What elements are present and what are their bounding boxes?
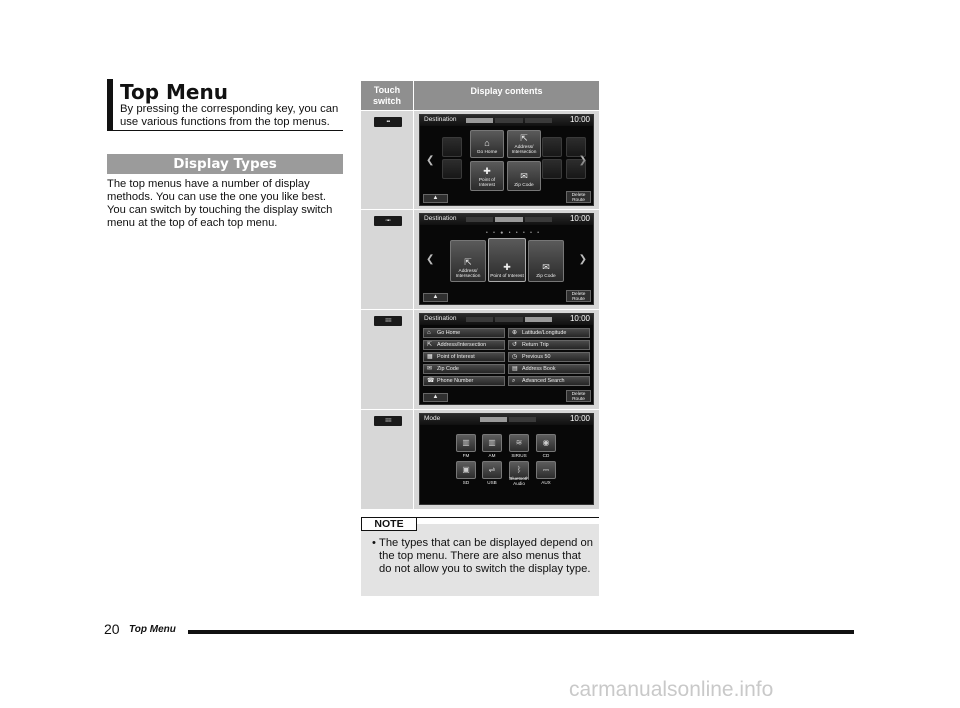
grid-icon: ▪▪ <box>386 119 390 125</box>
list-switch-button[interactable] <box>374 416 402 426</box>
triangle-up-icon: ▲ <box>432 195 439 201</box>
menu-tile-faded <box>442 159 462 179</box>
usb-icon: ⇌ <box>488 465 496 474</box>
address-icon: ⇱ <box>464 257 472 267</box>
envelope-icon: ✉ <box>520 171 528 181</box>
menu-tile-faded <box>442 137 462 157</box>
up-arrow-button[interactable] <box>423 293 448 302</box>
screen-title: Destination <box>424 116 457 123</box>
note-text-block <box>368 537 594 576</box>
page-title: Top Menu <box>120 80 228 104</box>
usb-button[interactable] <box>482 461 502 479</box>
house-icon: ⌂ <box>484 138 490 148</box>
page-dots: • • ● • • • • • <box>486 230 541 236</box>
poi-icon: ▦ <box>427 354 433 360</box>
chevron-right-icon[interactable]: ❯ <box>578 254 587 265</box>
screen-clock: 10:00 <box>569 414 590 423</box>
table-divider <box>361 209 599 210</box>
house-icon: ⌂ <box>427 330 431 336</box>
cd-button[interactable] <box>536 434 556 452</box>
list-icon: ≡≡ <box>384 418 391 424</box>
menu-tile-faded <box>566 137 586 157</box>
watermark: carmanualsonline.info <box>569 678 774 701</box>
envelope-icon: ✉ <box>427 366 433 372</box>
screen-list-view <box>419 313 594 405</box>
disc-icon: ◉ <box>542 438 550 447</box>
note-label: NOTE <box>361 517 417 531</box>
screen-carousel-view <box>419 213 594 305</box>
delete-route-button[interactable]: Delete Route <box>566 390 591 402</box>
column-header-contents: Display contents <box>414 81 599 110</box>
am-button[interactable] <box>482 434 502 452</box>
subsection-body: The top menus have a number of display methods. You can use the one you like best. You can switch by touching the display switch menu at the top of each top menu. <box>107 178 333 229</box>
display-switch-tabs[interactable] <box>466 217 552 222</box>
aux-plug-icon: ⎓ <box>542 465 550 474</box>
address-icon: ⇱ <box>427 342 433 348</box>
intro-text: By pressing the corresponding key, you can use various functions from the top menus. <box>120 103 339 128</box>
screen-clock: 10:00 <box>569 115 590 124</box>
aux-button[interactable] <box>536 461 556 479</box>
screen-clock: 10:00 <box>569 214 590 223</box>
display-switch-tabs[interactable] <box>480 417 536 422</box>
list-item-go-home[interactable]: ⌂ Go Home <box>423 328 505 338</box>
list-item-address-intersection[interactable]: ⇱ Address/Intersection <box>423 340 505 350</box>
clock-icon: ◷ <box>512 354 518 360</box>
phone-icon: ☎ <box>427 378 435 384</box>
grid-switch-button[interactable] <box>374 117 402 127</box>
delete-route-button[interactable]: Delete Route <box>566 191 591 203</box>
carousel-switch-button[interactable] <box>374 216 402 226</box>
footer-rule <box>188 630 854 634</box>
cd-label: CD <box>542 453 550 458</box>
up-arrow-button[interactable] <box>423 194 448 203</box>
table-divider <box>361 409 599 410</box>
fm-button[interactable] <box>456 434 476 452</box>
list-item-advanced-search[interactable]: ⌕ Advanced Search <box>508 376 590 386</box>
section-header <box>107 79 343 131</box>
list-item-phone-number[interactable]: ☎ Phone Number <box>423 376 505 386</box>
subsection-title: Display Types <box>107 154 343 174</box>
list-item-previous-50[interactable]: ◷ Previous 50 <box>508 352 590 362</box>
column-header-switch: Touch switch <box>361 81 413 110</box>
sd-button[interactable] <box>456 461 476 479</box>
chevron-left-icon[interactable]: ❮ <box>426 254 435 265</box>
page-number: 20 <box>104 621 120 637</box>
bullet: • <box>372 537 376 549</box>
table-divider <box>413 81 414 509</box>
tile-zip-code[interactable]: ✉ Zip Code <box>528 240 564 282</box>
poi-icon: ✚ <box>483 166 491 176</box>
usb-label: USB <box>487 480 497 485</box>
screen-title: Mode <box>424 415 441 422</box>
footer-section-name: Top Menu <box>129 624 176 635</box>
list-item-return-trip[interactable]: ↺ Return Trip <box>508 340 590 350</box>
delete-route-button[interactable]: Delete Route <box>566 290 591 302</box>
screen-clock: 10:00 <box>569 314 590 323</box>
screen-title: Destination <box>424 315 457 322</box>
bluetooth-icon: ᛒ <box>516 465 522 474</box>
triangle-up-icon: ▲ <box>432 294 439 300</box>
satellite-icon: ≋ <box>515 438 523 447</box>
display-switch-tabs[interactable] <box>466 118 552 123</box>
tile-address-intersection[interactable]: ⇱ Address/ Intersection <box>450 240 486 282</box>
sd-card-icon: ▣ <box>462 465 470 474</box>
sd-label: SD <box>462 480 470 485</box>
sirius-label: SIRIUS <box>511 453 527 458</box>
am-label: AM <box>488 453 496 458</box>
bluetooth-audio-label: Bluetooth Audio <box>509 476 529 486</box>
table-divider <box>361 309 599 310</box>
carousel-icon: ▫▪▫ <box>385 218 391 224</box>
triangle-up-icon: ▲ <box>432 394 439 400</box>
menu-tile-faded <box>566 159 586 179</box>
screen-title: Destination <box>424 215 457 222</box>
tile-address-intersection[interactable]: ⇱ Address/ Intersection <box>507 130 541 158</box>
fm-label: FM <box>462 453 470 458</box>
screen-grid-view <box>419 114 594 206</box>
menu-tile-faded <box>542 137 562 157</box>
note-text: The types that can be displayed depend on the top menu. There are also menus that do not allow you to switch the display type. <box>379 537 593 575</box>
screen-mode-view <box>419 413 594 505</box>
radio-icon: ▥ <box>462 438 470 447</box>
list-icon: ≡≡ <box>384 318 391 324</box>
chevron-right-icon[interactable]: ❯ <box>578 155 587 166</box>
up-arrow-button[interactable] <box>423 393 448 402</box>
book-icon: ▤ <box>512 366 518 372</box>
tile-go-home[interactable]: ⌂ Go Home <box>470 130 504 158</box>
search-icon: ⌕ <box>512 378 516 384</box>
tile-point-of-interest[interactable]: ✚ Point of Interest <box>470 161 504 191</box>
chevron-left-icon[interactable]: ❮ <box>426 155 435 166</box>
aux-label: AUX <box>541 480 551 485</box>
list-switch-button[interactable] <box>374 316 402 326</box>
list-item-latitude-longitude[interactable]: ⊕ Latitude/Longitude <box>508 328 590 338</box>
table-divider <box>361 110 599 111</box>
address-icon: ⇱ <box>520 133 528 143</box>
poi-icon: ✚ <box>503 262 511 272</box>
display-switch-tabs[interactable] <box>466 317 552 322</box>
list-item-address-book[interactable]: ▤ Address Book <box>508 364 590 374</box>
return-icon: ↺ <box>512 342 518 348</box>
note-rule <box>417 517 599 518</box>
radio-icon: ▥ <box>488 438 496 447</box>
envelope-icon: ✉ <box>542 262 550 272</box>
tile-point-of-interest[interactable]: ✚ Point of Interest <box>488 238 526 282</box>
list-item-point-of-interest[interactable]: ▦ Point of Interest <box>423 352 505 362</box>
tile-zip-code[interactable]: ✉ Zip Code <box>507 161 541 191</box>
sirius-button[interactable] <box>509 434 529 452</box>
menu-tile-faded <box>542 159 562 179</box>
globe-icon: ⊕ <box>512 330 518 336</box>
list-item-zip-code[interactable]: ✉ Zip Code <box>423 364 505 374</box>
